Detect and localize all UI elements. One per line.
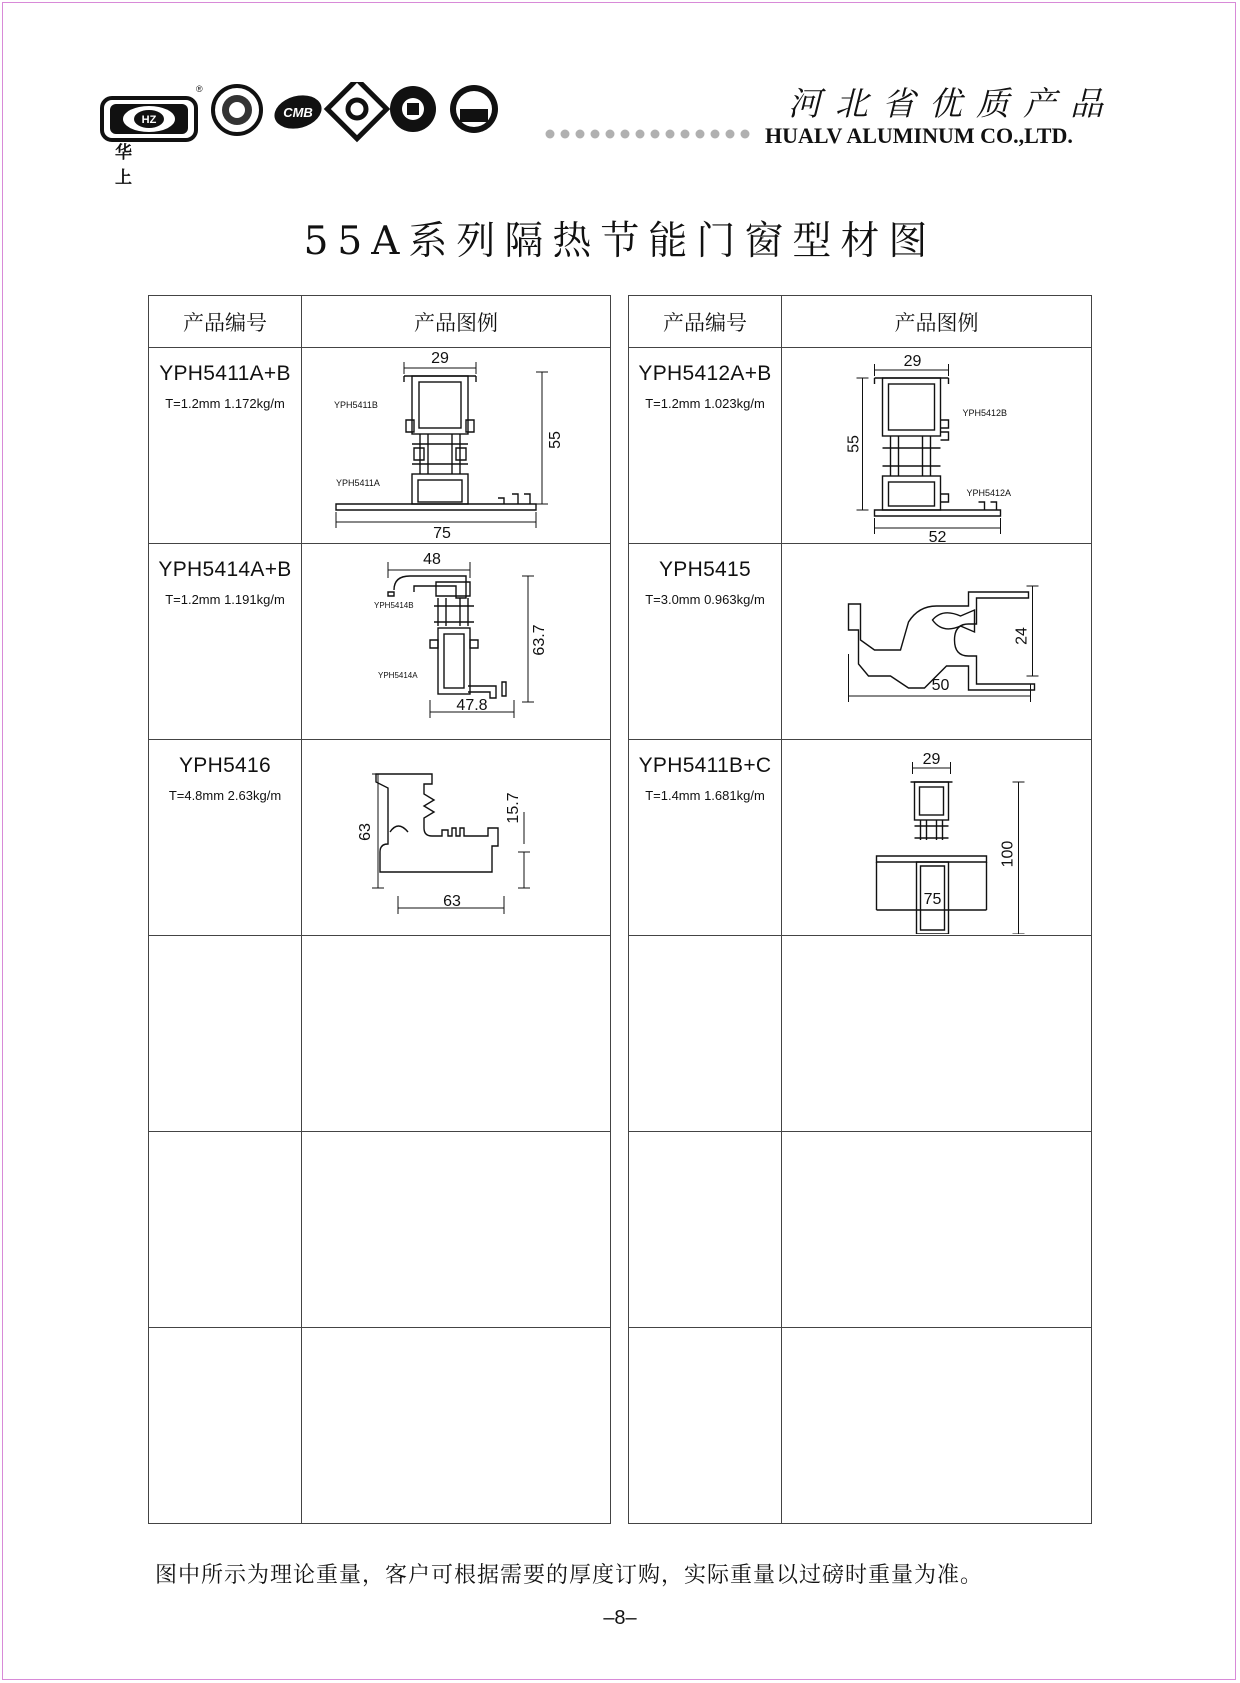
svg-text:®: ® (196, 84, 203, 94)
table-row (149, 348, 611, 544)
hebei-quality-seal-icon (450, 85, 498, 133)
part-label: YPH5414B (374, 601, 414, 610)
profile-drawing-yph5414ab (302, 544, 610, 738)
product-cell (149, 348, 302, 544)
part-label: YPH5411B (334, 400, 378, 410)
dim-top: 29 (922, 751, 941, 768)
dim-bottom: 50 (931, 677, 950, 694)
cmb-badge-icon (271, 90, 326, 133)
svg-text:CMB: CMB (283, 105, 313, 120)
product-cell (629, 1132, 782, 1328)
part-label: YPH5414A (378, 671, 418, 680)
product-code: YPH5416 (179, 754, 271, 777)
drawing-cell (302, 936, 611, 1132)
dim-bottom: 75 (433, 525, 451, 542)
company-name: HUALV ALUMINUM CO.,LTD. (765, 123, 1073, 148)
dim-height: 100 (999, 840, 1017, 868)
drawing-cell (302, 1132, 611, 1328)
product-code: YPH5414A+B (158, 558, 292, 581)
table-row (149, 740, 611, 936)
dim-right: 15.7 (505, 792, 522, 824)
table-row (629, 544, 1092, 740)
quality-product-title: 河北省优质产品 (788, 84, 1117, 123)
dim-top: 29 (431, 350, 449, 367)
dim-height: 63.7 (531, 624, 548, 656)
profile-drawing-yph5411ab (302, 348, 610, 542)
product-spec: T=1.2mm 1.172kg/m (165, 396, 285, 411)
page-number: –8– (603, 1607, 637, 1629)
product-spec: T=1.2mm 1.023kg/m (645, 396, 765, 411)
product-cell (149, 544, 302, 740)
product-code: YPH5415 (659, 558, 751, 581)
table-row (629, 348, 1092, 544)
product-cell (629, 740, 782, 936)
product-spec: T=4.8mm 2.63kg/m (168, 788, 282, 803)
profile-drawing-yph5411bc (782, 740, 1091, 934)
dim-height: 55 (845, 435, 863, 453)
table-row (149, 544, 611, 740)
table-row (149, 1132, 611, 1328)
profile-drawing-yph5416 (302, 740, 610, 934)
part-label: YPH5412A (966, 488, 1012, 498)
product-spec: T=1.4mm 1.681kg/m (645, 788, 765, 803)
drawing-cell (782, 740, 1092, 936)
product-cell (149, 1328, 302, 1524)
table-row (629, 936, 1092, 1132)
award-medal-icon (390, 86, 436, 132)
drawing-cell (302, 348, 611, 544)
product-cell (629, 936, 782, 1132)
product-spec: T=1.2mm 1.191kg/m (165, 592, 285, 607)
product-cell (149, 740, 302, 936)
page-title: 55A系列隔热节能门窗型材图 (303, 219, 937, 264)
product-code: YPH5411B+C (638, 754, 772, 777)
brand-name: 华 上 (115, 143, 154, 188)
dim-height: 55 (547, 431, 564, 449)
dim-bottom: 63 (443, 893, 461, 910)
part-label: YPH5412B (962, 408, 1008, 418)
dim-height: 24 (1013, 627, 1031, 645)
product-cell (629, 544, 782, 740)
product-code: YPH5411A+B (159, 362, 291, 385)
product-cell (629, 1328, 782, 1524)
table-row (149, 1328, 611, 1524)
drawing-cell (782, 936, 1092, 1132)
drawing-cell (302, 1328, 611, 1524)
table-row (629, 740, 1092, 936)
decorative-dots (545, 128, 760, 140)
drawing-cell (782, 544, 1092, 740)
drawing-cell (782, 1132, 1092, 1328)
profile-drawing-yph5412ab (782, 348, 1091, 542)
dim-top: 29 (903, 353, 922, 370)
knot-emblem-icon (327, 82, 386, 139)
profile-table-left (148, 295, 611, 1524)
header-product-drawing: 产品图例 (782, 296, 1092, 348)
dim-inner: 75 (923, 891, 942, 908)
header-product-code: 产品编号 (629, 296, 782, 348)
drawing-cell (302, 544, 611, 740)
header-product-code: 产品编号 (149, 296, 302, 348)
table-row (149, 936, 611, 1132)
company-logo-icon (102, 84, 203, 140)
product-spec: T=3.0mm 0.963kg/m (645, 592, 765, 607)
product-cell (629, 348, 782, 544)
header-product-drawing: 产品图例 (302, 296, 611, 348)
dim-bottom: 52 (928, 529, 947, 542)
table-row (629, 1328, 1092, 1524)
weight-footnote: 图中所示为理论重量，客户可根据需要的厚度订购，实际重量以过磅时重量为准。 (155, 1563, 984, 1588)
dim-bottom: 47.8 (456, 697, 488, 714)
drawing-cell (302, 740, 611, 936)
part-label: YPH5411A (336, 478, 380, 488)
quality-seal-icon (213, 86, 261, 134)
drawing-cell (782, 348, 1092, 544)
product-code: YPH5412A+B (638, 362, 772, 385)
dim-left: 63 (357, 823, 374, 841)
profile-table-right (628, 295, 1092, 1524)
profile-drawing-yph5415 (782, 544, 1091, 738)
table-row (629, 1132, 1092, 1328)
svg-text:HZ: HZ (141, 114, 157, 126)
dim-top: 48 (423, 551, 441, 568)
drawing-cell (782, 1328, 1092, 1524)
product-cell (149, 936, 302, 1132)
product-cell (149, 1132, 302, 1328)
